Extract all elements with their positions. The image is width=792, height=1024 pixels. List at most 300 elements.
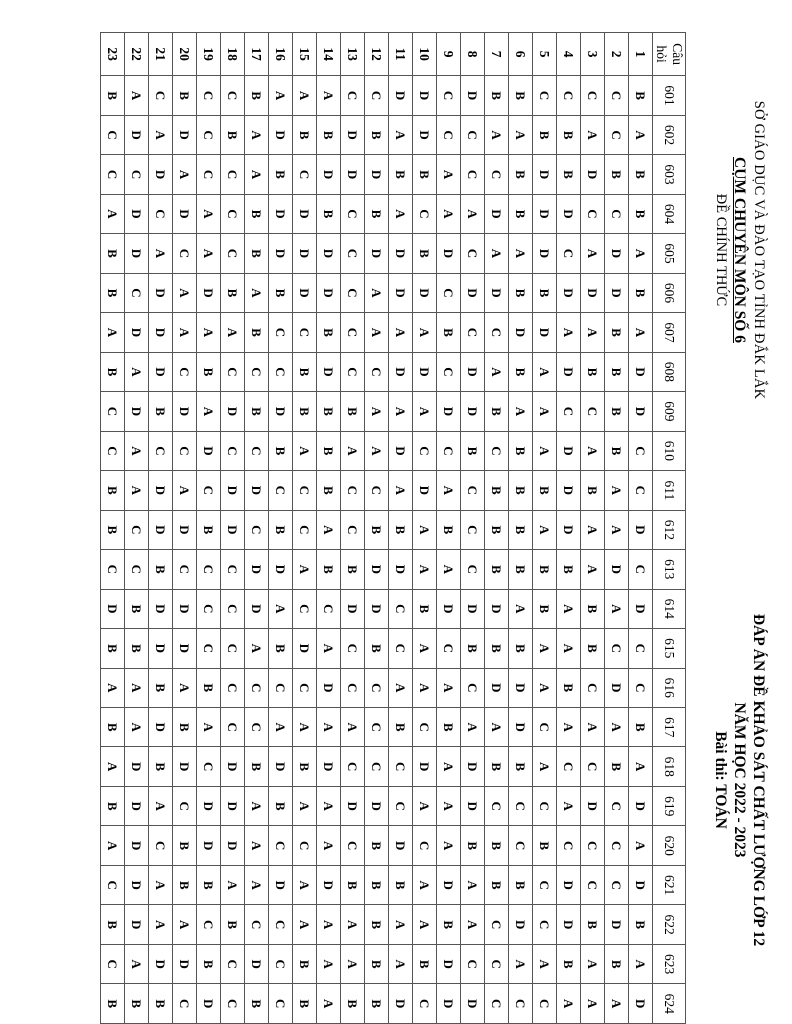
answer-cell: C <box>245 668 269 707</box>
subject-label: Bài thi: TOÁN <box>712 731 729 829</box>
answer-cell: C <box>221 984 245 1024</box>
answer-cell: A <box>485 352 509 391</box>
answer-cell: C <box>413 826 437 865</box>
answer-cell: A <box>581 510 605 549</box>
answer-cell: B <box>389 155 413 194</box>
answer-cell: B <box>533 826 557 865</box>
answer-cell: C <box>581 747 605 786</box>
answer-cell: A <box>605 708 629 747</box>
answer-cell: D <box>509 668 533 707</box>
answer-cell: A <box>437 826 461 865</box>
answer-cell: D <box>557 471 581 510</box>
answer-cell: A <box>629 944 653 983</box>
answer-cell: C <box>437 115 461 154</box>
answer-cell: A <box>557 708 581 747</box>
exam-code-header: 610 <box>653 431 686 470</box>
cluster-name: CỤM CHUYÊN MÔN SỐ 6 <box>731 157 748 343</box>
answer-cell: C <box>413 194 437 233</box>
table-row <box>365 33 389 1024</box>
table-row <box>437 33 461 1024</box>
answer-cell: C <box>485 155 509 194</box>
answer-cell: C <box>293 668 317 707</box>
answer-cell: C <box>197 589 221 628</box>
answer-cell: D <box>389 826 413 865</box>
question-number: 8 <box>461 33 485 76</box>
answer-cell: B <box>509 865 533 904</box>
answer-cell: D <box>557 352 581 391</box>
question-number: 22 <box>125 33 149 76</box>
answer-cell: C <box>557 747 581 786</box>
answer-cell: C <box>101 865 125 904</box>
answer-cell: A <box>293 550 317 589</box>
answer-cell: A <box>317 76 341 115</box>
answer-cell: C <box>221 668 245 707</box>
answer-cell: A <box>389 392 413 431</box>
answer-cell: C <box>221 550 245 589</box>
answer-cell: A <box>245 865 269 904</box>
question-number: 14 <box>317 33 341 76</box>
answer-cell: B <box>197 352 221 391</box>
answer-cell: C <box>197 155 221 194</box>
answer-cell: C <box>101 392 125 431</box>
answer-cell: B <box>245 984 269 1024</box>
answer-cell: A <box>413 629 437 668</box>
answer-cell: B <box>605 313 629 352</box>
answer-cell: B <box>341 392 365 431</box>
answer-cell: A <box>269 589 293 628</box>
answer-cell: D <box>629 352 653 391</box>
answer-cell: A <box>605 984 629 1024</box>
exam-code-header: 602 <box>653 115 686 154</box>
answer-cell: D <box>437 234 461 273</box>
answer-cell: D <box>173 589 197 628</box>
answer-cell: A <box>461 708 485 747</box>
answer-cell: B <box>149 984 173 1024</box>
exam-code-header: 609 <box>653 392 686 431</box>
exam-code-header: 616 <box>653 668 686 707</box>
answer-cell: B <box>197 865 221 904</box>
answer-cell: C <box>293 471 317 510</box>
answer-cell: A <box>581 984 605 1024</box>
answer-cell: C <box>269 944 293 983</box>
answer-cell: C <box>437 76 461 115</box>
question-number: 9 <box>437 33 461 76</box>
answer-cell: B <box>437 708 461 747</box>
answer-cell: D <box>557 510 581 549</box>
answer-cell: B <box>101 510 125 549</box>
answer-cell: D <box>629 984 653 1024</box>
answer-cell: A <box>557 984 581 1024</box>
answer-cell: A <box>245 115 269 154</box>
answer-cell: C <box>533 786 557 825</box>
answer-cell: C <box>509 826 533 865</box>
answer-cell: B <box>317 313 341 352</box>
answer-cell: B <box>437 313 461 352</box>
answer-cell: C <box>293 313 317 352</box>
answer-cell: B <box>365 510 389 549</box>
answer-cell: B <box>125 629 149 668</box>
answer-cell: C <box>389 747 413 786</box>
answer-cell: C <box>101 550 125 589</box>
answer-cell: D <box>173 510 197 549</box>
question-number: 13 <box>341 33 365 76</box>
answer-cell: A <box>485 708 509 747</box>
answer-cell: D <box>581 786 605 825</box>
answer-cell: A <box>365 392 389 431</box>
answer-cell: B <box>509 471 533 510</box>
answer-cell: A <box>101 313 125 352</box>
answer-cell: B <box>533 115 557 154</box>
answer-cell: D <box>389 984 413 1024</box>
answer-cell: B <box>581 471 605 510</box>
answer-cell: C <box>221 431 245 470</box>
answer-cell: A <box>173 471 197 510</box>
table-row <box>605 33 629 1024</box>
answer-cell: B <box>629 905 653 944</box>
question-number: 12 <box>365 33 389 76</box>
answer-cell: A <box>509 589 533 628</box>
answer-cell: A <box>125 352 149 391</box>
answer-cell: B <box>365 115 389 154</box>
question-number: 21 <box>149 33 173 76</box>
answer-cell: B <box>365 865 389 904</box>
answer-cell: A <box>101 747 125 786</box>
answer-cell: B <box>629 155 653 194</box>
answer-cell: B <box>101 234 125 273</box>
answer-cell: A <box>629 234 653 273</box>
answer-cell: C <box>461 471 485 510</box>
answer-cell: B <box>413 234 437 273</box>
answer-cell: A <box>125 76 149 115</box>
answer-cell: C <box>341 510 365 549</box>
answer-cell: D <box>509 708 533 747</box>
answer-cell: D <box>461 352 485 391</box>
answer-cell: D <box>269 194 293 233</box>
answer-cell: C <box>149 431 173 470</box>
answer-cell: C <box>341 668 365 707</box>
question-number: 18 <box>221 33 245 76</box>
answer-cell: C <box>245 352 269 391</box>
answer-cell: C <box>245 431 269 470</box>
answer-cell: D <box>437 944 461 983</box>
answer-cell: C <box>221 352 245 391</box>
table-row <box>533 33 557 1024</box>
answer-cell: D <box>341 155 365 194</box>
answer-cell: B <box>245 747 269 786</box>
table-row <box>389 33 413 1024</box>
answer-cell: D <box>221 786 245 825</box>
table-row <box>125 33 149 1024</box>
answer-cell: A <box>557 589 581 628</box>
answer-cell: B <box>341 865 365 904</box>
answer-cell: B <box>509 194 533 233</box>
answer-cell: B <box>101 273 125 312</box>
answer-cell: A <box>413 865 437 904</box>
answer-cell: D <box>413 747 437 786</box>
answer-cell: C <box>269 984 293 1024</box>
answer-cell: C <box>581 76 605 115</box>
answer-cell: D <box>629 589 653 628</box>
answer-cell: A <box>533 747 557 786</box>
exam-code-header: 603 <box>653 155 686 194</box>
answer-cell: C <box>605 865 629 904</box>
answer-cell: A <box>437 550 461 589</box>
answer-cell: A <box>293 905 317 944</box>
answer-cell: C <box>629 550 653 589</box>
answer-cell: B <box>317 471 341 510</box>
answer-cell: C <box>293 826 317 865</box>
question-number: 11 <box>389 33 413 76</box>
answer-cell: A <box>437 786 461 825</box>
answer-cell: B <box>509 352 533 391</box>
answer-cell: D <box>125 234 149 273</box>
answer-cell: B <box>629 273 653 312</box>
answer-cell: D <box>317 155 341 194</box>
answer-cell: A <box>269 76 293 115</box>
answer-cell: D <box>389 76 413 115</box>
answer-cell: A <box>605 510 629 549</box>
answer-cell: A <box>365 313 389 352</box>
official-label: ĐỀ CHÍNH THỨC <box>713 193 729 307</box>
answer-cell: B <box>197 944 221 983</box>
answer-cell: D <box>413 273 437 312</box>
answer-cell: C <box>173 352 197 391</box>
question-number: 19 <box>197 33 221 76</box>
answer-cell: D <box>605 273 629 312</box>
answer-cell: D <box>629 786 653 825</box>
answer-cell: B <box>221 273 245 312</box>
school-year: NĂM HỌC 2022 - 2023 <box>731 702 748 858</box>
answer-cell: B <box>389 708 413 747</box>
answer-cell: D <box>197 431 221 470</box>
answer-cell: A <box>413 550 437 589</box>
answer-cell: B <box>269 273 293 312</box>
answer-cell: D <box>317 273 341 312</box>
answer-cell: B <box>485 865 509 904</box>
answer-cell: D <box>269 747 293 786</box>
answer-cell: D <box>485 273 509 312</box>
answer-cell: A <box>509 944 533 983</box>
answer-cell: C <box>557 234 581 273</box>
answer-cell: B <box>605 944 629 983</box>
answer-cell: D <box>629 392 653 431</box>
answer-cell: A <box>317 708 341 747</box>
answer-cell: C <box>221 76 245 115</box>
answer-cell: C <box>173 431 197 470</box>
answer-cell: C <box>149 194 173 233</box>
exam-code-header: 606 <box>653 273 686 312</box>
answer-cell: C <box>101 944 125 983</box>
answer-cell: C <box>341 629 365 668</box>
exam-code-header: 622 <box>653 905 686 944</box>
answer-cell: D <box>125 392 149 431</box>
answer-cell: C <box>437 352 461 391</box>
answer-cell: C <box>221 194 245 233</box>
table-row <box>149 33 173 1024</box>
answer-cell: A <box>197 234 221 273</box>
answer-cell: D <box>269 392 293 431</box>
answer-cell: A <box>437 194 461 233</box>
answer-cell: B <box>389 510 413 549</box>
answer-cell: C <box>221 944 245 983</box>
answer-cell: C <box>413 431 437 470</box>
exam-code-header: 623 <box>653 944 686 983</box>
answer-cell: D <box>461 589 485 628</box>
answer-cell: A <box>437 471 461 510</box>
answer-cell: A <box>557 786 581 825</box>
answer-cell: C <box>413 984 437 1024</box>
answer-cell: D <box>245 944 269 983</box>
answer-cell: D <box>341 115 365 154</box>
answer-cell: D <box>317 352 341 391</box>
answer-cell: B <box>461 826 485 865</box>
answer-cell: A <box>437 155 461 194</box>
answer-cell: A <box>197 194 221 233</box>
answer-cell: D <box>221 471 245 510</box>
question-number: 2 <box>605 33 629 76</box>
answer-cell: B <box>581 629 605 668</box>
table-row <box>461 33 485 1024</box>
answer-cell: D <box>149 629 173 668</box>
answer-cell: A <box>293 76 317 115</box>
answer-cell: B <box>293 352 317 391</box>
answer-cell: A <box>557 313 581 352</box>
answer-cell: C <box>341 273 365 312</box>
answer-cell: B <box>581 352 605 391</box>
answer-cell: A <box>341 944 365 983</box>
answer-cell: D <box>341 589 365 628</box>
answer-cell: C <box>605 786 629 825</box>
answer-cell: B <box>101 708 125 747</box>
answer-cell: D <box>629 510 653 549</box>
answer-cell: A <box>245 629 269 668</box>
answer-cell: A <box>389 905 413 944</box>
answer-cell: A <box>389 944 413 983</box>
answer-cell: D <box>317 234 341 273</box>
answer-cell: B <box>293 392 317 431</box>
answer-cell: B <box>221 905 245 944</box>
answer-cell: B <box>269 629 293 668</box>
answer-cell: A <box>533 352 557 391</box>
answer-cell: D <box>557 273 581 312</box>
answer-cell: A <box>341 431 365 470</box>
answer-cell: B <box>509 431 533 470</box>
answer-cell: A <box>533 668 557 707</box>
answer-cell: A <box>317 510 341 549</box>
answer-cell: D <box>389 352 413 391</box>
answer-cell: A <box>317 786 341 825</box>
answer-cell: D <box>293 234 317 273</box>
answer-cell: A <box>413 313 437 352</box>
answer-cell: A <box>317 984 341 1024</box>
answer-cell: A <box>413 510 437 549</box>
exam-code-header: 607 <box>653 313 686 352</box>
answer-cell: B <box>509 273 533 312</box>
answer-cell: A <box>509 392 533 431</box>
answer-cell: A <box>221 313 245 352</box>
answer-cell: D <box>557 431 581 470</box>
answer-cell: B <box>173 76 197 115</box>
answer-cell: D <box>125 865 149 904</box>
answer-cell: A <box>149 865 173 904</box>
answer-cell: C <box>461 155 485 194</box>
answer-cell: A <box>629 826 653 865</box>
answer-cell: A <box>629 747 653 786</box>
answer-cell: B <box>173 865 197 904</box>
table-row <box>245 33 269 1024</box>
answer-cell: D <box>149 471 173 510</box>
answer-cell: C <box>461 944 485 983</box>
answer-cell: B <box>605 747 629 786</box>
answer-cell: C <box>197 115 221 154</box>
answer-cell: D <box>149 155 173 194</box>
answer-cell: C <box>245 510 269 549</box>
answer-cell: C <box>389 629 413 668</box>
answer-cell: A <box>365 273 389 312</box>
answer-cell: C <box>485 786 509 825</box>
answer-cell: D <box>173 747 197 786</box>
answer-cell: C <box>293 510 317 549</box>
answer-cell: B <box>365 944 389 983</box>
answer-cell: B <box>293 944 317 983</box>
answer-cell: D <box>269 550 293 589</box>
answer-cell: B <box>533 550 557 589</box>
answer-cell: A <box>581 313 605 352</box>
answer-cell: C <box>221 629 245 668</box>
answer-cell: C <box>173 786 197 825</box>
question-number: 16 <box>269 33 293 76</box>
answer-cell: C <box>605 629 629 668</box>
answer-cell: A <box>461 865 485 904</box>
question-number: 4 <box>557 33 581 76</box>
answer-cell: A <box>173 668 197 707</box>
table-row <box>509 33 533 1024</box>
table-header-row <box>653 33 686 1024</box>
answer-cell: B <box>461 629 485 668</box>
exam-code-header: 608 <box>653 352 686 391</box>
answer-cell: A <box>173 273 197 312</box>
answer-cell: B <box>557 115 581 154</box>
exam-code-header: 605 <box>653 234 686 273</box>
answer-cell: D <box>245 471 269 510</box>
question-number: 1 <box>629 33 653 76</box>
answer-cell: B <box>365 629 389 668</box>
exam-code-header: 619 <box>653 786 686 825</box>
answer-cell: D <box>365 550 389 589</box>
answer-cell: B <box>605 155 629 194</box>
answer-cell: B <box>101 905 125 944</box>
answer-cell: C <box>125 550 149 589</box>
table-row <box>413 33 437 1024</box>
answer-cell: B <box>581 589 605 628</box>
answer-cell: C <box>245 708 269 747</box>
table-row <box>317 33 341 1024</box>
answer-cell: D <box>125 747 149 786</box>
answer-cell: D <box>125 826 149 865</box>
answer-cell: C <box>269 471 293 510</box>
answer-cell: A <box>533 510 557 549</box>
exam-code-header: 611 <box>653 471 686 510</box>
answer-cell: A <box>125 668 149 707</box>
answer-cell: D <box>437 865 461 904</box>
answer-cell: B <box>605 352 629 391</box>
answer-cell: A <box>509 115 533 154</box>
answer-cell: D <box>173 629 197 668</box>
corner-header: Câu hỏi <box>653 33 686 76</box>
answer-cell: D <box>533 234 557 273</box>
answer-cell: B <box>101 786 125 825</box>
exam-header <box>711 560 768 1000</box>
